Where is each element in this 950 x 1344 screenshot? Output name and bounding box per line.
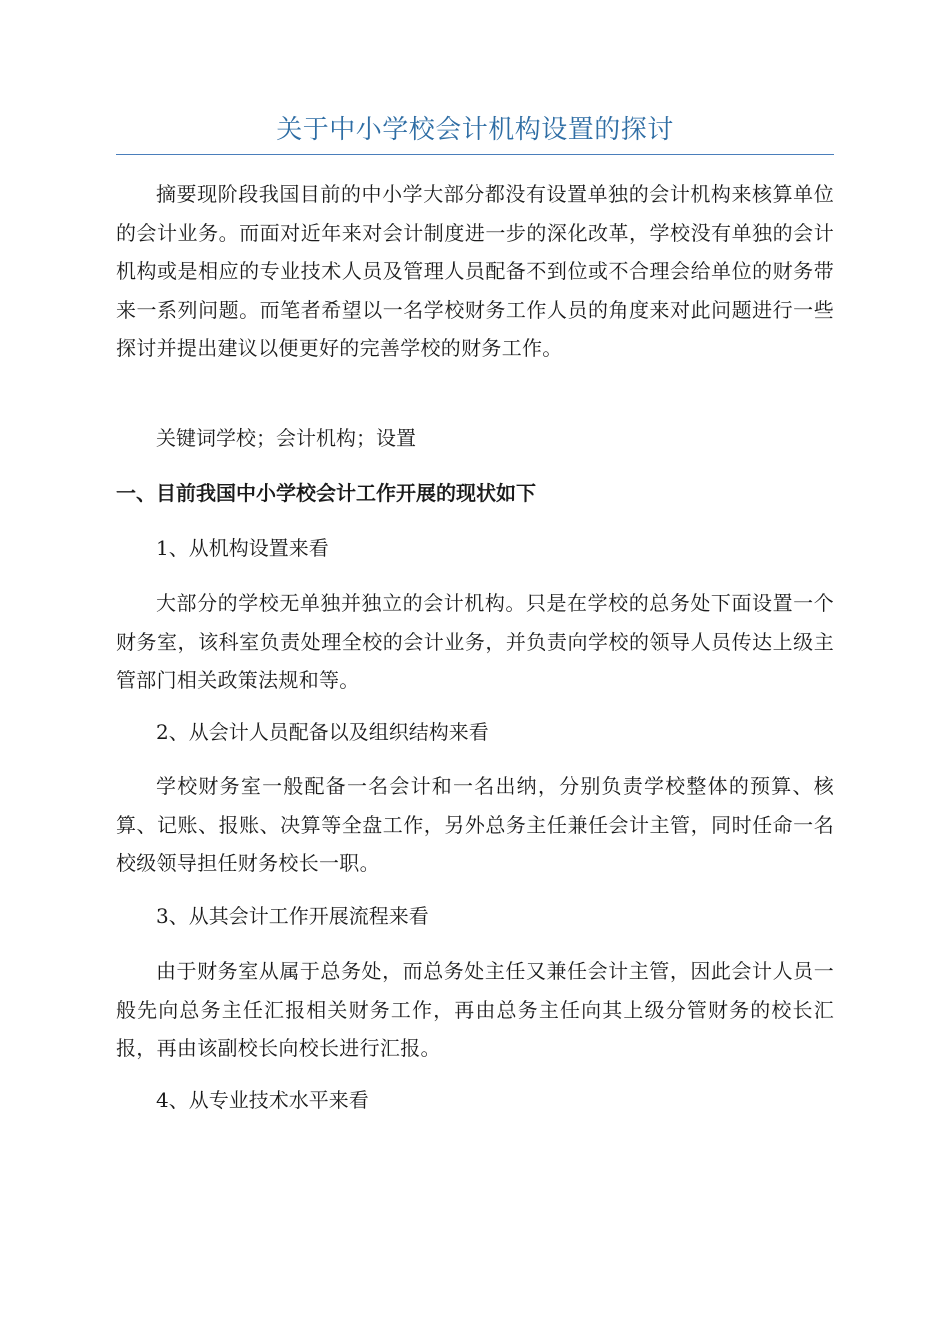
page-title: 关于中小学校会计机构设置的探讨 [276,115,674,145]
title-underline [116,154,834,155]
abstract-paragraph: 摘要现阶段我国目前的中小学大部分都没有设置单独的会计机构来核算单位的会计业务。而面对近年来对会计制度进一步的深化改革，学校没有单独的会计机构或是相应的专业技术人员及管理人员配备不到位或不合理会给单位的财务带来一系列问题。而笔者希望以一名学校财务工作人员的角度来对此问题进行一些探讨并提出建议以便更好的完善学校的财务工作。 [116,182,834,360]
paragraph-3: 由于财务室从属于总务处，而总务处主任又兼任会计主管，因此会计人员一般先向总务主任汇报相关财务工作，再由总务主任向其上级分管财务的校长汇报，再由该副校长向校长进行汇报。 [116,959,834,1060]
keywords-line: 关键词学校；会计机构；设置 [156,426,416,450]
paragraph-1: 大部分的学校无单独并独立的会计机构。只是在学校的总务处下面设置一个财务室，该科室负责处理全校的会计业务，并负责向学校的领导人员传达上级主管部门相关政策法规和等。 [116,591,834,692]
subheading-3: 3、从其会计工作开展流程来看 [156,904,429,928]
paragraph-2: 学校财务室一般配备一名会计和一名出纳，分别负责学校整体的预算、核算、记账、报账、决算等全盘工作，另外总务主任兼任会计主管，同时任命一名校级领导担任财务校长一职。 [116,774,834,875]
subheading-2: 2、从会计人员配备以及组织结构来看 [156,720,489,744]
section-heading: 一、目前我国中小学校会计工作开展的现状如下 [116,481,536,505]
subheading-1: 1、从机构设置来看 [156,536,329,560]
subheading-4: 4、从专业技术水平来看 [156,1088,369,1112]
